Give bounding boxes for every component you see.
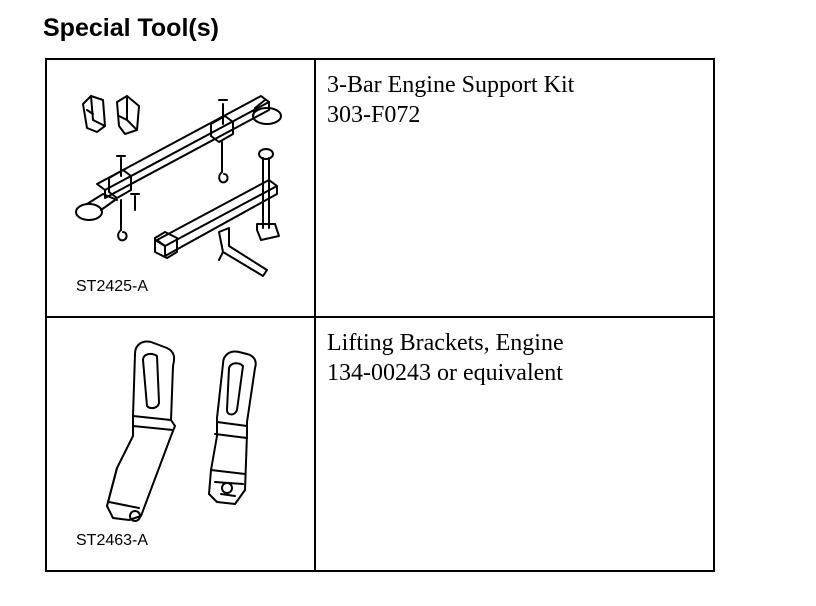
tool-illustration-cell xyxy=(46,59,315,317)
table-row xyxy=(46,317,714,571)
tool-number: 303-F072 xyxy=(327,102,421,128)
special-tools-table xyxy=(45,58,715,572)
tool-illustration-cell xyxy=(46,317,315,571)
tool-name: 3-Bar Engine Support Kit xyxy=(327,72,575,98)
table-row xyxy=(46,59,714,317)
illustration-id: ST2463-A xyxy=(76,532,149,549)
tool-description-cell xyxy=(315,317,714,571)
tool-name: Lifting Brackets, Engine xyxy=(327,330,564,356)
tool-number: 134-00243 or equivalent xyxy=(327,360,563,386)
illustration-id: ST2425-A xyxy=(76,278,149,295)
tool-description-cell xyxy=(315,59,714,317)
page-title: Special Tool(s) xyxy=(43,14,219,42)
